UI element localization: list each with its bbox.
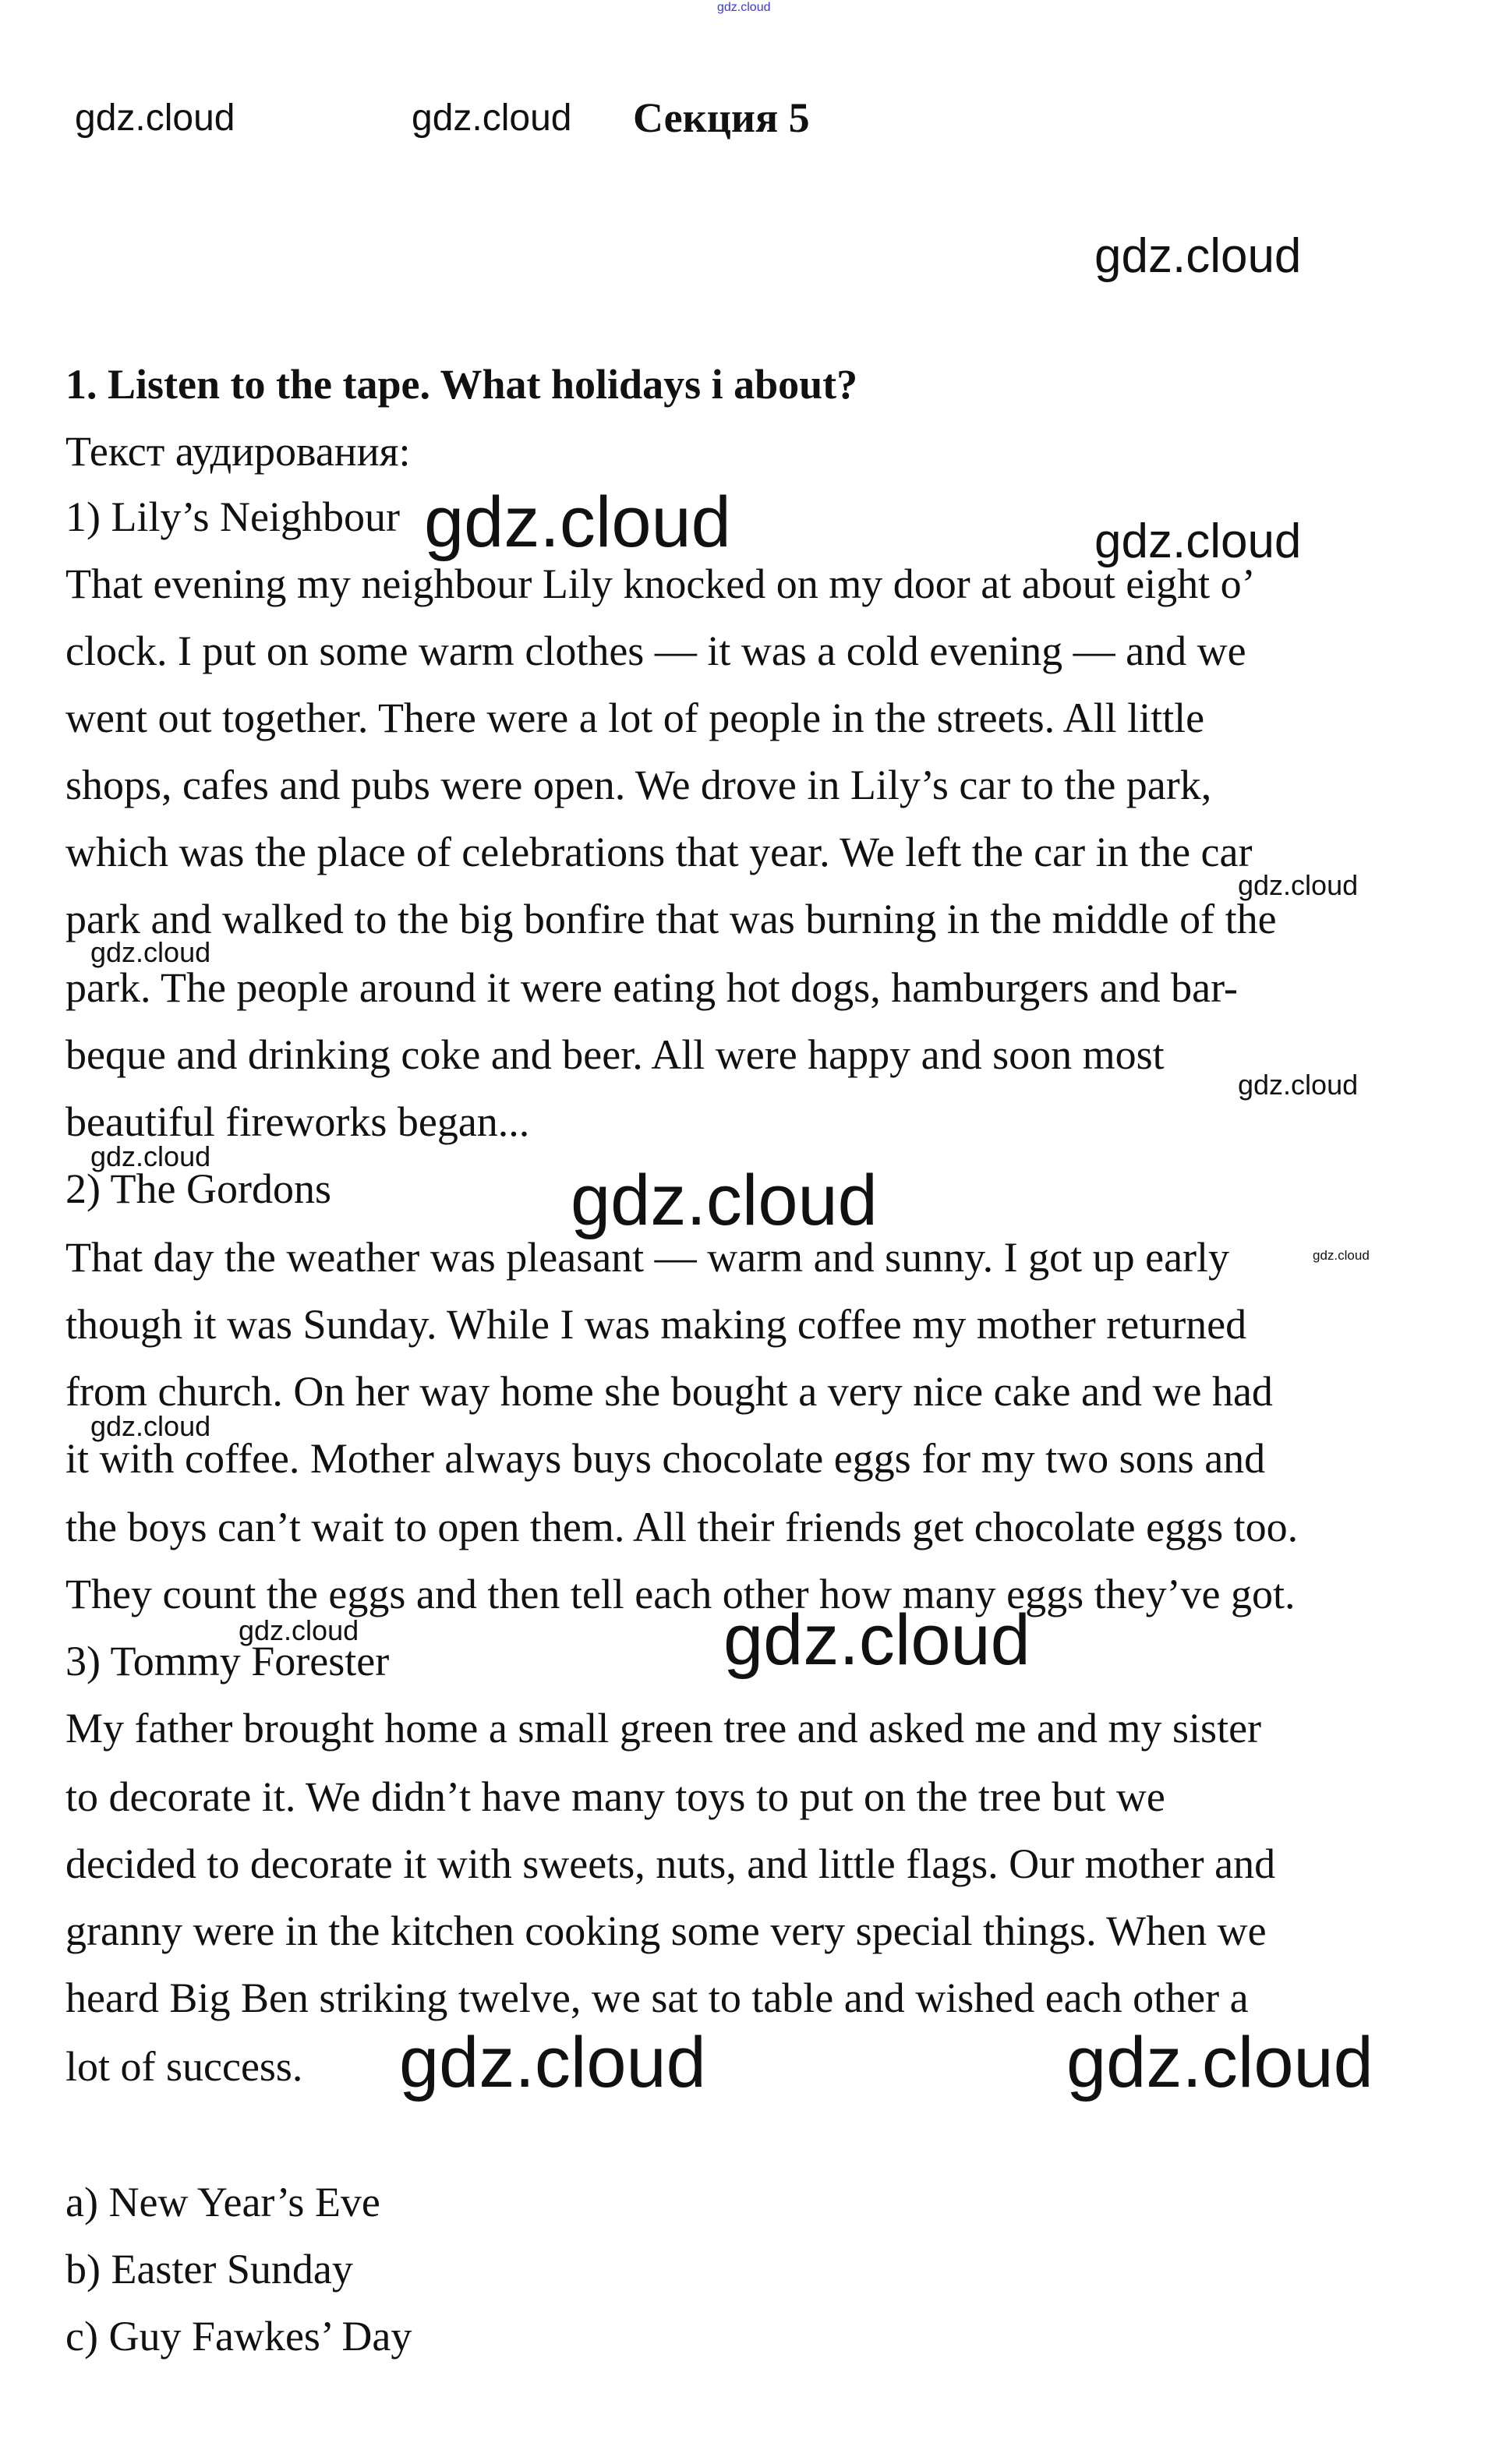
watermark: gdz.cloud [90,936,211,968]
story-heading: 1) Lily’s Neighbour [65,493,400,540]
watermark: gdz.cloud [1238,1069,1359,1101]
story-heading: 2) The Gordons [65,1165,331,1212]
watermark: gdz.cloud [717,1,771,14]
watermark: gdz.cloud [1238,869,1359,901]
watermark: gdz.cloud [723,1600,1031,1680]
watermark: gdz.cloud [75,97,235,139]
text-line: lot of success. [65,2043,303,2090]
answer-option: c) Guy Fawkes’ Day [65,2313,412,2360]
text-line: They count the eggs and then tell each other how many eggs they’ve got. [65,1571,1296,1617]
text-line: beque and drinking coke and beer. All were happy and soon most [65,1031,1165,1078]
watermark: gdz.cloud [424,483,731,562]
text-line: from church. On her way home she bought a very nice cake and we had [65,1368,1273,1415]
text-line: went out together. There were a lot of people in the streets. All little [65,695,1205,741]
watermark: gdz.cloud [90,1410,211,1442]
answer-option: a) New Year’s Eve [65,2179,380,2225]
watermark: gdz.cloud [399,2023,706,2102]
answer-option: b) Easter Sunday [65,2246,353,2293]
watermark: gdz.cloud [239,1614,359,1646]
watermark: gdz.cloud [1313,1248,1370,1263]
text-line: to decorate it. We didn’t have many toys to put on the tree but we [65,1773,1165,1820]
watermark: gdz.cloud [571,1161,878,1240]
task-subtitle: Текст аудирования: [65,428,411,475]
text-line: park and walked to the big bonfire that was burning in the middle of the [65,896,1277,942]
text-line: it with coffee. Mother always buys chocolate eggs for my two sons and [65,1435,1266,1482]
text-line: That evening my neighbour Lily knocked on my door at about eight o’ [65,560,1256,607]
text-line: beautiful fireworks began... [65,1098,530,1145]
text-line: That day the weather was pleasant — warm and sunny. I got up early [65,1234,1230,1281]
text-line: the boys can’t wait to open them. All their friends get chocolate eggs too. [65,1504,1299,1550]
watermark: gdz.cloud [1066,2023,1373,2102]
text-line: heard Big Ben striking twelve, we sat to table and wished each other a [65,1974,1249,2021]
text-line: clock. I put on some warm clothes — it was a cold evening — and we [65,627,1246,674]
text-line: which was the place of celebrations that year. We left the car in the car [65,829,1253,875]
text-line: decided to decorate it with sweets, nuts, and little flags. Our mother and [65,1840,1276,1887]
section-title: Секция 5 [633,94,810,141]
watermark: gdz.cloud [90,1140,211,1172]
watermark: gdz.cloud [1094,229,1302,283]
text-line: shops, cafes and pubs were open. We drove in Lily’s car to the park, [65,762,1212,808]
story-heading: 3) Tommy Forester [65,1638,390,1684]
text-line: granny were in the kitchen cooking some very special things. When we [65,1907,1267,1954]
watermark: gdz.cloud [1094,514,1302,568]
text-line: My father brought home a small green tree and asked me and my sister [65,1705,1262,1752]
watermark: gdz.cloud [412,97,572,139]
task-title: 1. Listen to the tape. What holidays i about? [65,361,858,408]
text-line: though it was Sunday. While I was making coffee my mother returned [65,1301,1247,1348]
text-line: park. The people around it were eating hot dogs, hamburgers and bar- [65,964,1238,1011]
